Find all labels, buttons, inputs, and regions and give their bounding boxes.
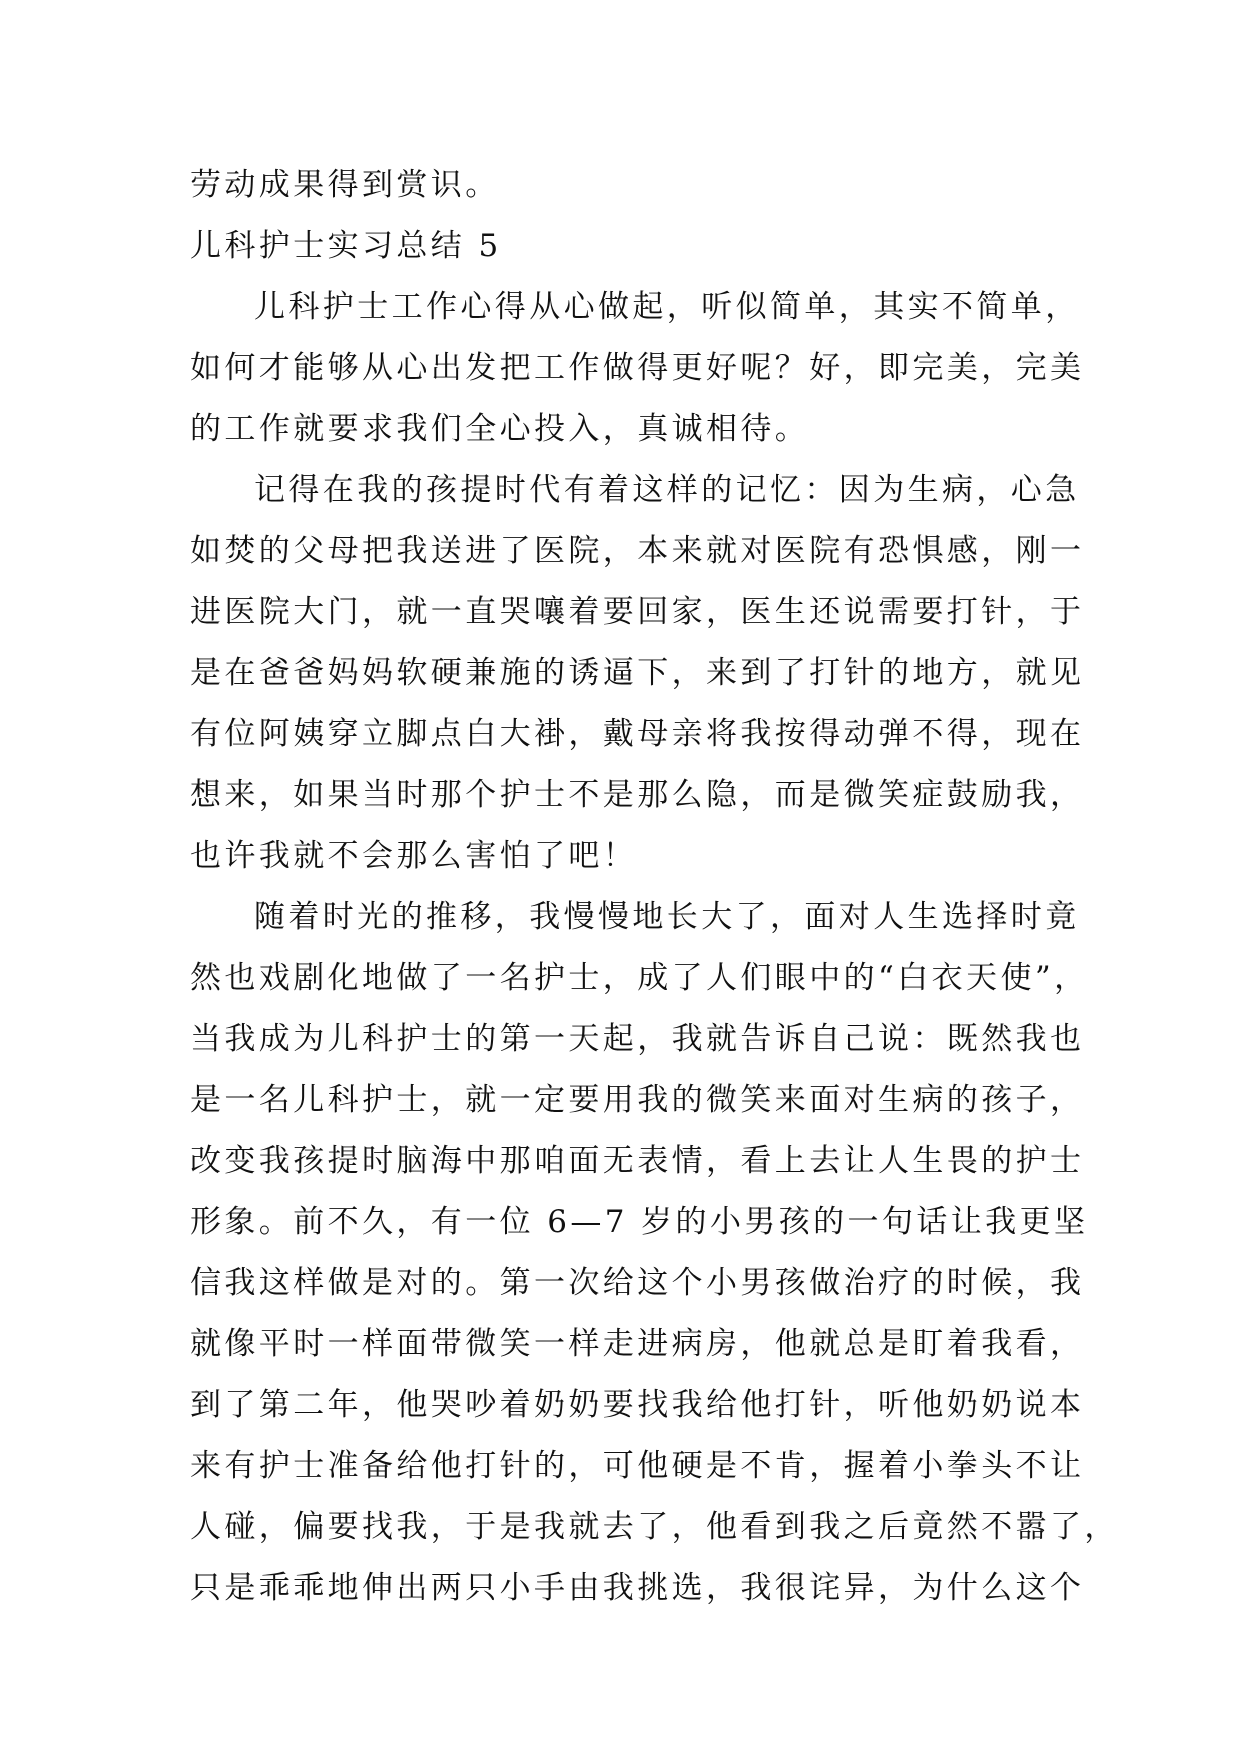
paragraph-line: 到了第二年，他哭吵着奶奶要找我给他打针，听他奶奶说本 [190,1387,1085,1423]
paragraph-line: 的工作就要求我们全心投入，真诚相待。 [190,411,810,447]
paragraph-line: 儿科护士工作心得从心做起，听似简单，其实不简单， [254,289,1080,325]
paragraph-line: 有位阿姨穿立脚点白大褂，戴母亲将我按得动弹不得，现在 [190,716,1085,752]
paragraph-line: 人碰，偏要找我，于是我就去了，他看到我之后竟然不嚣了， [190,1509,1119,1545]
text-line: 劳动成果得到赏识。 [190,167,500,203]
paragraph-line: 就像平时一样面带微笑一样走进病房，他就总是盯着我看， [190,1326,1085,1362]
paragraph-line: 信我这样做是对的。第一次给这个小男孩做治疗的时候，我 [190,1265,1085,1301]
paragraph-line: 来有护士准备给他打针的，可他硬是不肯，握着小拳头不让 [190,1448,1085,1484]
paragraph-line: 想来，如果当时那个护士不是那么隐，而是微笑症鼓励我， [190,777,1085,813]
paragraph-line: 随着时光的推移，我慢慢地长大了，面对人生选择时竟 [254,899,1080,935]
section-heading: 儿科护士实习总结 5 [190,228,502,264]
document-body [190,155,1119,1619]
paragraph-line: 只是乖乖地伸出两只小手由我挑选，我很诧异，为什么这个 [190,1570,1085,1606]
paragraph-line: 如何才能够从心出发把工作做得更好呢？好，即完美，完美 [190,350,1085,386]
paragraph-line: 记得在我的孩提时代有着这样的记忆：因为生病，心急 [254,472,1080,508]
paragraph-line: 是在爸爸妈妈软硬兼施的诱逼下，来到了打针的地方，就见 [190,655,1085,691]
paragraph-line: 改变我孩提时脑海中那咱面无表情，看上去让人生畏的护士 [190,1143,1085,1179]
paragraph-line: 如焚的父母把我送进了医院，本来就对医院有恐惧感，刚一 [190,533,1085,569]
paragraph-line: 是一名儿科护士，就一定要用我的微笑来面对生病的孩子， [190,1082,1085,1118]
paragraph-line: 形象。前不久，有一位 6—7 岁的小男孩的一句话让我更坚 [190,1204,1089,1240]
paragraph-line: 也许我就不会那么害怕了吧！ [190,838,638,874]
paragraph-line: 进医院大门，就一直哭嚷着要回家，医生还说需要打针，于 [190,594,1085,630]
paragraph-line: 当我成为儿科护士的第一天起，我就告诉自己说：既然我也 [190,1021,1085,1057]
paragraph-line: 然也戏剧化地做了一名护士，成了人们眼中的“白衣天使”， [190,960,1089,996]
